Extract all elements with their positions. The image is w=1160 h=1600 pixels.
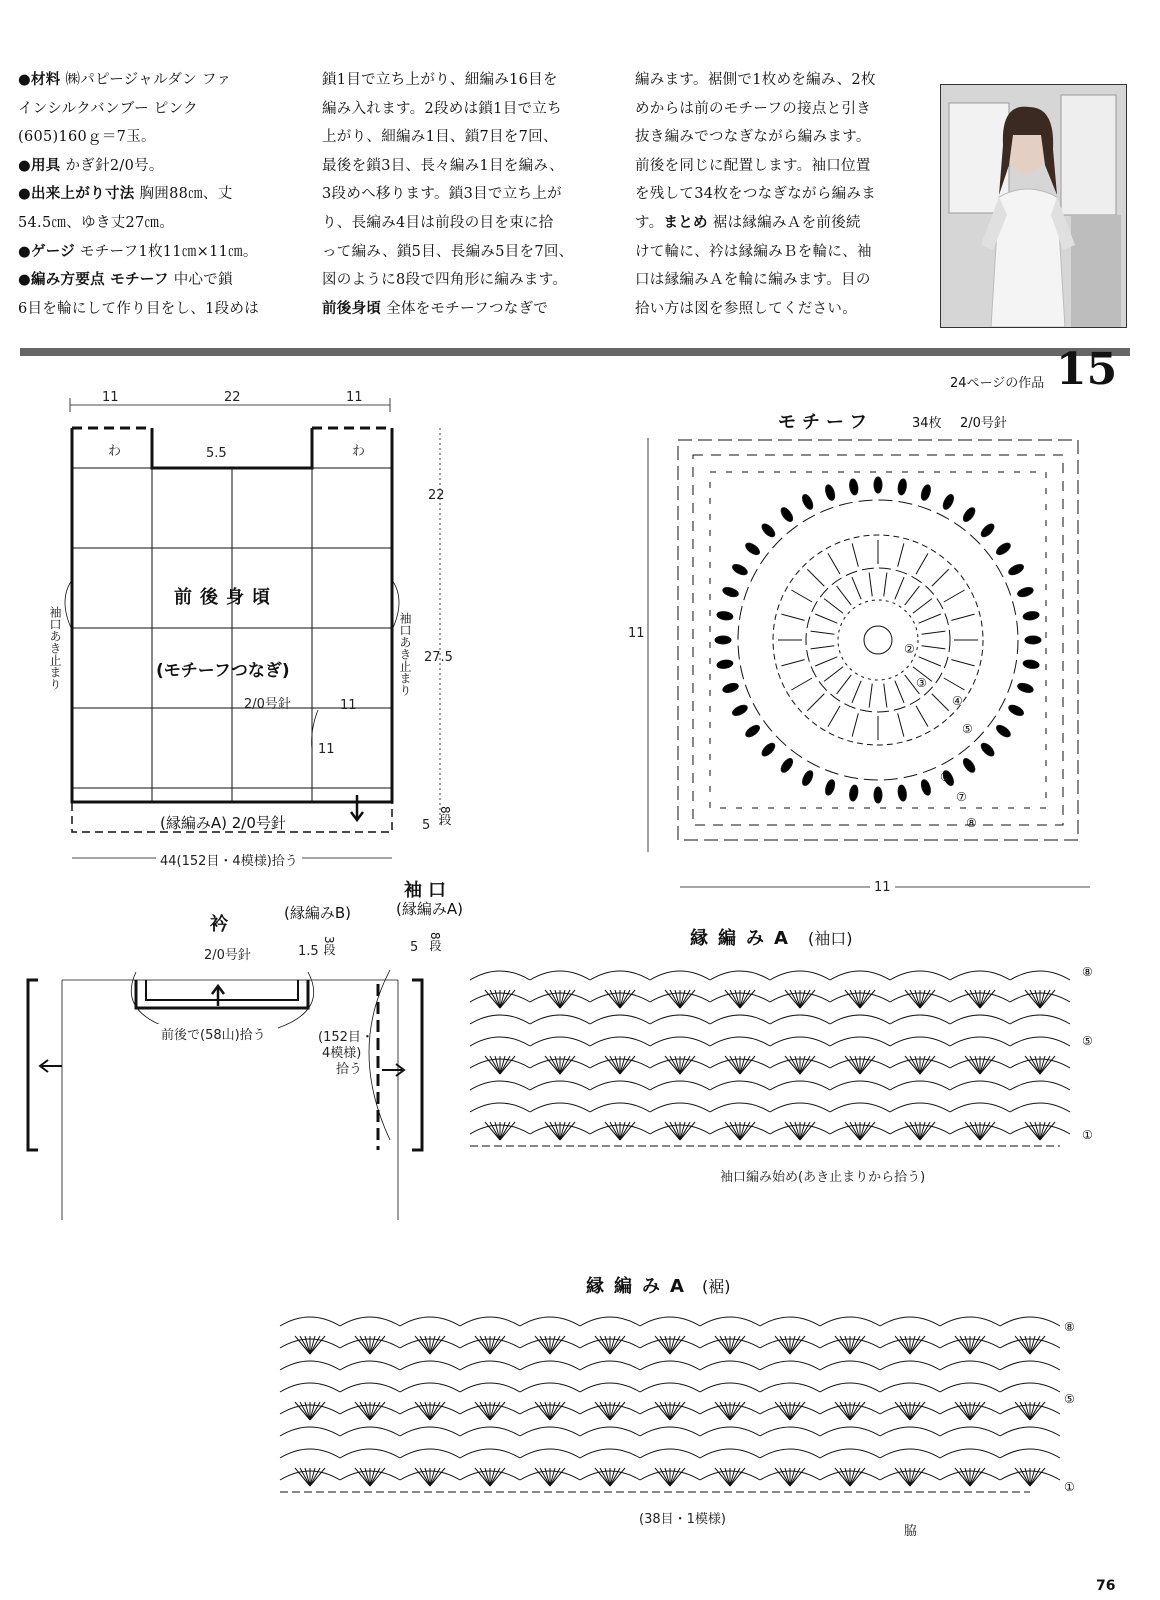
sleeve-title: 袖口	[404, 880, 452, 901]
edge-hem-title: 縁編みA	[586, 1276, 694, 1297]
stitch-ray	[922, 631, 946, 634]
stitch-arc	[400, 1449, 460, 1458]
stitch-arc	[470, 1037, 530, 1046]
stitch-arc	[340, 1317, 400, 1326]
stitch-arc	[590, 971, 650, 980]
sleeve-opening-right: 袖口あき止まり	[398, 612, 412, 696]
stitch-ray	[807, 694, 824, 711]
stitch-arc	[760, 1317, 820, 1326]
wa-label-left: わ	[108, 444, 122, 459]
stitch-ray	[916, 553, 928, 574]
stitch-arc	[700, 1427, 760, 1436]
edge-sleeve-paren: (袖口)	[808, 929, 853, 948]
edge-sleeve-chart	[460, 950, 1100, 1160]
dim-top-left: 11	[102, 390, 119, 405]
stitch-loop	[979, 741, 996, 758]
stitch-arc	[520, 1383, 580, 1392]
stitch-loop	[849, 785, 859, 802]
hem-label: (縁編みA) 2/0号針	[160, 814, 286, 832]
stitch-arc	[880, 1383, 940, 1392]
stitch-loop	[824, 779, 837, 797]
stitch-arc	[640, 1449, 700, 1458]
stitch-arc	[400, 1317, 460, 1326]
edge-hem-chart	[270, 1296, 1070, 1506]
stitch-loop	[1025, 636, 1041, 644]
stitch-loop	[779, 506, 795, 524]
intro-column-3	[635, 66, 876, 323]
stitch-ray	[916, 706, 928, 727]
stitch-arc	[830, 1081, 890, 1090]
stitch-arc	[1000, 1427, 1060, 1436]
stitch-arc	[1010, 971, 1070, 980]
stitch-ray	[898, 543, 904, 566]
stitch-arc	[280, 1317, 340, 1326]
stitch-arc	[1000, 1361, 1060, 1370]
stitch-loop	[961, 506, 977, 524]
dim-top-center: 22	[224, 390, 241, 405]
stitch-arc	[940, 1383, 1000, 1392]
motif-width-label: 11	[870, 880, 895, 895]
stitch-loop	[779, 757, 795, 775]
round-7: ⑦	[956, 790, 967, 804]
stitch-ray	[951, 614, 974, 620]
stitch-arc	[640, 1383, 700, 1392]
stitch-ray	[895, 577, 904, 599]
stitch-loop	[716, 659, 733, 669]
stitch-arc	[830, 971, 890, 980]
stitch-arc	[400, 1361, 460, 1370]
edge-hem-side: 脇	[904, 1524, 918, 1539]
intro-column-2	[322, 66, 573, 323]
stitch-arc	[880, 1361, 940, 1370]
intro-line: 編みます。裾側で1枚めを編み、2枚	[635, 72, 876, 88]
stitch-arc	[890, 971, 950, 980]
model-photo	[940, 84, 1127, 328]
intro-line: 鎖1目で立ち上がり、細編み16目を	[322, 72, 558, 88]
stitch-arc	[580, 1449, 640, 1458]
stitch-arc	[470, 1015, 530, 1024]
stitch-arc	[890, 1037, 950, 1046]
stitch-arc	[650, 971, 710, 980]
collar-rows: 3段	[322, 936, 336, 956]
stitch-arc	[1010, 1037, 1070, 1046]
motif-needle: 2/0号針	[960, 416, 1007, 431]
stitch-arc	[1010, 1081, 1070, 1090]
stitch-arc	[710, 1103, 770, 1112]
stitch-arc	[770, 1081, 830, 1090]
collar-pickup: 前後で(58山)拾う	[158, 1024, 269, 1043]
intro-line: 最後を鎖3目、長々編み1目を編み、	[322, 157, 564, 174]
round-4: ④	[952, 694, 963, 708]
stitch-loop	[824, 484, 837, 502]
intro-line: 前後を同じに配置します。袖口位置	[635, 157, 871, 174]
stitch-loop	[1023, 611, 1040, 621]
stitch-arc	[280, 1383, 340, 1392]
stitch-arc	[340, 1449, 400, 1458]
stitch-arc	[760, 1449, 820, 1458]
stitch-arc	[940, 1427, 1000, 1436]
stitch-arc	[770, 1037, 830, 1046]
stitch-arc	[830, 1015, 890, 1024]
stitch-loop	[995, 723, 1013, 739]
edge-hem-round-5: ⑤	[1064, 1392, 1075, 1406]
stitch-arc	[580, 1317, 640, 1326]
intro-line: ●編み方要点 モチーフ 中心で鎖	[18, 272, 233, 289]
stitch-arc	[950, 1037, 1010, 1046]
stitch-arc	[470, 971, 530, 980]
stitch-arc	[770, 1015, 830, 1024]
stitch-arc	[820, 1383, 880, 1392]
stitch-ray	[944, 590, 965, 602]
pattern-reference: 24ページの作品	[950, 376, 1045, 391]
stitch-loop	[744, 723, 762, 739]
stitch-ray	[791, 678, 812, 690]
motif-title: モチーフ	[778, 412, 874, 433]
stitch-arc	[520, 1449, 580, 1458]
stitch-arc	[830, 1037, 890, 1046]
stitch-loop	[722, 586, 740, 599]
stitch-arc	[880, 1427, 940, 1436]
stitch-arc	[340, 1361, 400, 1370]
stitch-arc	[700, 1449, 760, 1458]
edge-sleeve-title: 縁編みA	[690, 928, 798, 949]
motif-count: 34枚	[912, 416, 942, 431]
stitch-arc	[530, 1081, 590, 1090]
body-subtitle: (モチーフつなぎ)	[156, 661, 290, 681]
intro-line: 3段めへ移ります。鎖3目で立ち上が	[322, 186, 562, 203]
rows-label: 8段	[438, 806, 452, 826]
stitch-arc	[650, 1015, 710, 1024]
sleeve-pickup-1: (152目・	[318, 1030, 374, 1045]
stitch-loop	[731, 562, 749, 576]
stitch-arc	[1000, 1383, 1060, 1392]
stitch-arc	[590, 1103, 650, 1112]
stitch-ray	[895, 681, 904, 703]
stitch-loop	[716, 611, 733, 621]
body-needle: 2/0号針	[244, 697, 291, 712]
stitch-arc	[650, 1103, 710, 1112]
stitch-arc	[520, 1427, 580, 1436]
stitch-arc	[470, 1081, 530, 1090]
stitch-ray	[898, 713, 904, 736]
stitch-loop	[715, 636, 731, 644]
intro-line: 54.5㎝、ゆき丈27㎝。	[18, 214, 175, 231]
intro-line: を残して34枚をつなぎながら編みま	[635, 186, 877, 203]
motif-chart	[640, 432, 1100, 902]
stitch-arc	[700, 1361, 760, 1370]
stitch-arc	[280, 1361, 340, 1370]
edge-hem-round-1: ①	[1064, 1480, 1075, 1494]
collar-needle: 2/0号針	[204, 948, 251, 963]
stitch-ray	[791, 590, 812, 602]
stitch-arc	[460, 1427, 520, 1436]
stitch-arc	[950, 1103, 1010, 1112]
stitch-loop	[941, 493, 955, 511]
stitch-arc	[640, 1361, 700, 1370]
stitch-arc	[470, 1103, 530, 1112]
collar-dim: 1.5	[298, 944, 319, 959]
stitch-ray	[824, 667, 843, 682]
edge-hem-round-8: ⑧	[1064, 1320, 1075, 1334]
intro-line: 上がり、細編み1目、鎖7目を7回、	[322, 129, 558, 146]
stitch-loop	[979, 522, 996, 539]
stitch-loop	[920, 779, 933, 797]
stitch-loop	[1007, 562, 1025, 576]
stitch-arc	[530, 1037, 590, 1046]
stitch-ray	[932, 694, 949, 711]
stitch-arc	[640, 1317, 700, 1326]
stitch-loop	[744, 541, 762, 557]
intro-line: 拾い方は図を参照してください。	[635, 300, 857, 317]
stitch-ray	[884, 573, 887, 597]
stitch-loop	[1007, 703, 1025, 717]
stitch-ray	[828, 706, 840, 727]
round-2: ②	[904, 642, 915, 656]
stitch-arc	[890, 1081, 950, 1090]
sleeve-opening-left: 袖口あき止まり	[48, 606, 62, 690]
stitch-loop	[800, 769, 814, 787]
stitch-arc	[880, 1449, 940, 1458]
stitch-arc	[520, 1361, 580, 1370]
stitch-arc	[460, 1317, 520, 1326]
stitch-loop	[760, 522, 777, 539]
intro-line: けて輪に、衿は縁編みＢを輪に、袖	[635, 243, 872, 260]
edge-sleeve-round-8: ⑧	[1082, 965, 1093, 979]
stitch-arc	[530, 1103, 590, 1112]
stitch-arc	[710, 1015, 770, 1024]
dim-right-middle: 27.5	[424, 650, 453, 665]
dim-right-bottom: 5	[422, 818, 431, 833]
stitch-arc	[710, 1081, 770, 1090]
intro-line: ●用具 かぎ針2/0号。	[18, 157, 164, 174]
collar-sleeve-schematic	[18, 950, 478, 1240]
stitch-arc	[760, 1383, 820, 1392]
stitch-arc	[890, 1103, 950, 1112]
intro-column-1	[18, 66, 259, 323]
stitch-loop	[897, 478, 907, 495]
stitch-ray	[852, 577, 861, 599]
stitch-arc	[460, 1361, 520, 1370]
intro-line: ●出来上がり寸法 胸囲88㎝、丈	[18, 186, 233, 203]
sleeve-pickup-3: 拾う	[336, 1062, 363, 1077]
stitch-arc	[760, 1427, 820, 1436]
stitch-arc	[760, 1361, 820, 1370]
stitch-ray	[837, 675, 852, 694]
round-5: ⑤	[962, 722, 973, 736]
stitch-ray	[781, 614, 804, 620]
body-title: 前後身頃	[174, 587, 278, 608]
page-number: 76	[1096, 1578, 1116, 1594]
stitch-arc	[340, 1427, 400, 1436]
stitch-arc	[400, 1427, 460, 1436]
stitch-loop	[849, 478, 859, 495]
intro-line: めからは前のモチーフの接点と引き	[635, 100, 872, 117]
intro-line: 抜き編みでつなぎながら編みます。	[635, 129, 871, 146]
stitch-ray	[852, 543, 858, 566]
neck-depth: 5.5	[206, 446, 227, 461]
stitch-ray	[869, 573, 872, 597]
bottom-dim: 44(152目・4模様)拾う	[156, 850, 302, 869]
stitch-ray	[922, 646, 946, 649]
stitch-loop	[1023, 659, 1040, 669]
stitch-arc	[1000, 1449, 1060, 1458]
stitch-ray	[815, 614, 837, 623]
stitch-ray	[852, 681, 861, 703]
dim-top-right: 11	[346, 390, 363, 405]
intro-line: 6目を輪にして作り目をし、1段めは	[18, 300, 260, 317]
intro-line: り、長編み4目は前段の目を束に拾	[322, 214, 554, 231]
motif-stitch-rays	[715, 477, 1041, 803]
edge-sleeve-round-5: ⑤	[1082, 1034, 1093, 1048]
stitch-ray	[781, 660, 804, 666]
intro-line: インシルクバンブー ピンク	[18, 100, 198, 117]
stitch-arc	[820, 1449, 880, 1458]
collar-title: 衿	[210, 914, 234, 935]
stitch-ray	[852, 713, 858, 736]
stitch-arc	[460, 1449, 520, 1458]
stitch-arc	[580, 1383, 640, 1392]
model-illustration	[941, 85, 1126, 327]
stitch-arc	[530, 1015, 590, 1024]
stitch-ray	[951, 660, 974, 666]
stitch-arc	[820, 1361, 880, 1370]
stitch-loop	[731, 703, 749, 717]
stitch-arc	[890, 1015, 950, 1024]
stitch-loop	[874, 477, 882, 493]
motif-width: 11	[340, 698, 357, 713]
stitch-arc	[520, 1317, 580, 1326]
stitch-arc	[530, 971, 590, 980]
round-3: ③	[916, 676, 927, 690]
collar-sub: (縁編みB)	[284, 904, 351, 922]
stitch-ray	[932, 569, 949, 586]
stitch-ray	[905, 586, 920, 605]
sleeve-rows: 8段	[428, 932, 442, 952]
stitch-arc	[1010, 1103, 1070, 1112]
stitch-loop	[874, 787, 882, 803]
stitch-arc	[950, 971, 1010, 980]
stitch-loop	[920, 484, 933, 502]
intro-line: ●ゲージ モチーフ1枚11㎝×11㎝。	[18, 243, 258, 260]
stitch-loop	[961, 757, 977, 775]
stitch-arc	[940, 1317, 1000, 1326]
stitch-ray	[837, 586, 852, 605]
wa-label-right: わ	[352, 444, 366, 459]
stitch-arc	[880, 1317, 940, 1326]
stitch-arc	[770, 971, 830, 980]
section-divider	[20, 348, 1130, 356]
motif-height-label: 11	[628, 626, 645, 641]
stitch-arc	[580, 1361, 640, 1370]
sleeve-sub: (縁編みA)	[396, 900, 463, 918]
edge-sleeve-start: 袖口編み始め(あき止まりから拾う)	[720, 1170, 926, 1185]
stitch-ray	[913, 599, 932, 614]
stitch-loop	[722, 682, 740, 695]
edge-hem-repeat: (38目・1模様)	[636, 1508, 729, 1527]
stitch-arc	[1000, 1317, 1060, 1326]
stitch-arc	[590, 1037, 650, 1046]
stitch-arc	[950, 1081, 1010, 1090]
stitch-ray	[811, 646, 835, 649]
motif-height: 11	[318, 742, 335, 757]
sleeve-dim: 5	[410, 940, 419, 955]
stitch-ray	[869, 684, 872, 708]
stitch-loop	[760, 741, 777, 758]
round-6: ⑥	[940, 770, 951, 784]
sleeve-pickup-2: 4模様)	[322, 1046, 362, 1061]
stitch-arc	[700, 1383, 760, 1392]
stitch-arc	[650, 1081, 710, 1090]
stitch-arc	[700, 1317, 760, 1326]
stitch-arc	[590, 1015, 650, 1024]
stitch-ray	[807, 569, 824, 586]
edge-sleeve-round-1: ①	[1082, 1128, 1093, 1142]
stitch-arc	[340, 1383, 400, 1392]
stitch-ray	[919, 657, 941, 666]
intro-line: 図のように8段で四角形に編みます。	[322, 272, 568, 289]
intro-line: す。まとめ 裾は縁編みＡを前後続	[635, 214, 861, 231]
pattern-number: 15	[1056, 344, 1118, 395]
stitch-arc	[710, 1037, 770, 1046]
stitch-loop	[800, 493, 814, 511]
stitch-ray	[919, 614, 941, 623]
stitch-arc	[830, 1103, 890, 1112]
intro-line: 前後身頃 全体をモチーフつなぎで	[322, 300, 549, 317]
stitch-arc	[280, 1449, 340, 1458]
stitch-arc	[650, 1037, 710, 1046]
stitch-arc	[820, 1317, 880, 1326]
stitch-arc	[940, 1449, 1000, 1458]
stitch-ray	[944, 678, 965, 690]
intro-line: ●材料 ㈱パピージャルダン ファ	[18, 72, 232, 88]
stitch-arc	[580, 1427, 640, 1436]
stitch-ray	[828, 553, 840, 574]
stitch-arc	[460, 1383, 520, 1392]
stitch-arc	[820, 1427, 880, 1436]
stitch-arc	[400, 1383, 460, 1392]
intro-line: (605)160ｇ＝7玉。	[18, 129, 156, 146]
stitch-arc	[950, 1015, 1010, 1024]
stitch-arc	[590, 1081, 650, 1090]
stitch-ray	[811, 631, 835, 634]
stitch-ray	[815, 657, 837, 666]
stitch-loop	[995, 541, 1013, 557]
edge-hem-paren: (裾)	[702, 1277, 731, 1296]
stitch-arc	[640, 1427, 700, 1436]
stitch-arc	[280, 1427, 340, 1436]
stitch-arc	[940, 1361, 1000, 1370]
stitch-ray	[884, 684, 887, 708]
round-8: ⑧	[966, 816, 977, 830]
intro-line: 口は縁編みＡを輪に編みます。目の	[635, 272, 871, 289]
stitch-ray	[824, 599, 843, 614]
stitch-loop	[1017, 682, 1035, 695]
intro-line: って編み、鎖5目、長編み5目を7回、	[322, 243, 574, 260]
dim-right-top: 22	[428, 488, 445, 503]
stitch-loop	[897, 785, 907, 802]
stitch-arc	[770, 1103, 830, 1112]
stitch-arc	[710, 971, 770, 980]
stitch-arc	[1010, 1015, 1070, 1024]
intro-line: 編み入れます。2段めは鎖1目で立ち	[322, 100, 562, 117]
stitch-loop	[1017, 586, 1035, 599]
